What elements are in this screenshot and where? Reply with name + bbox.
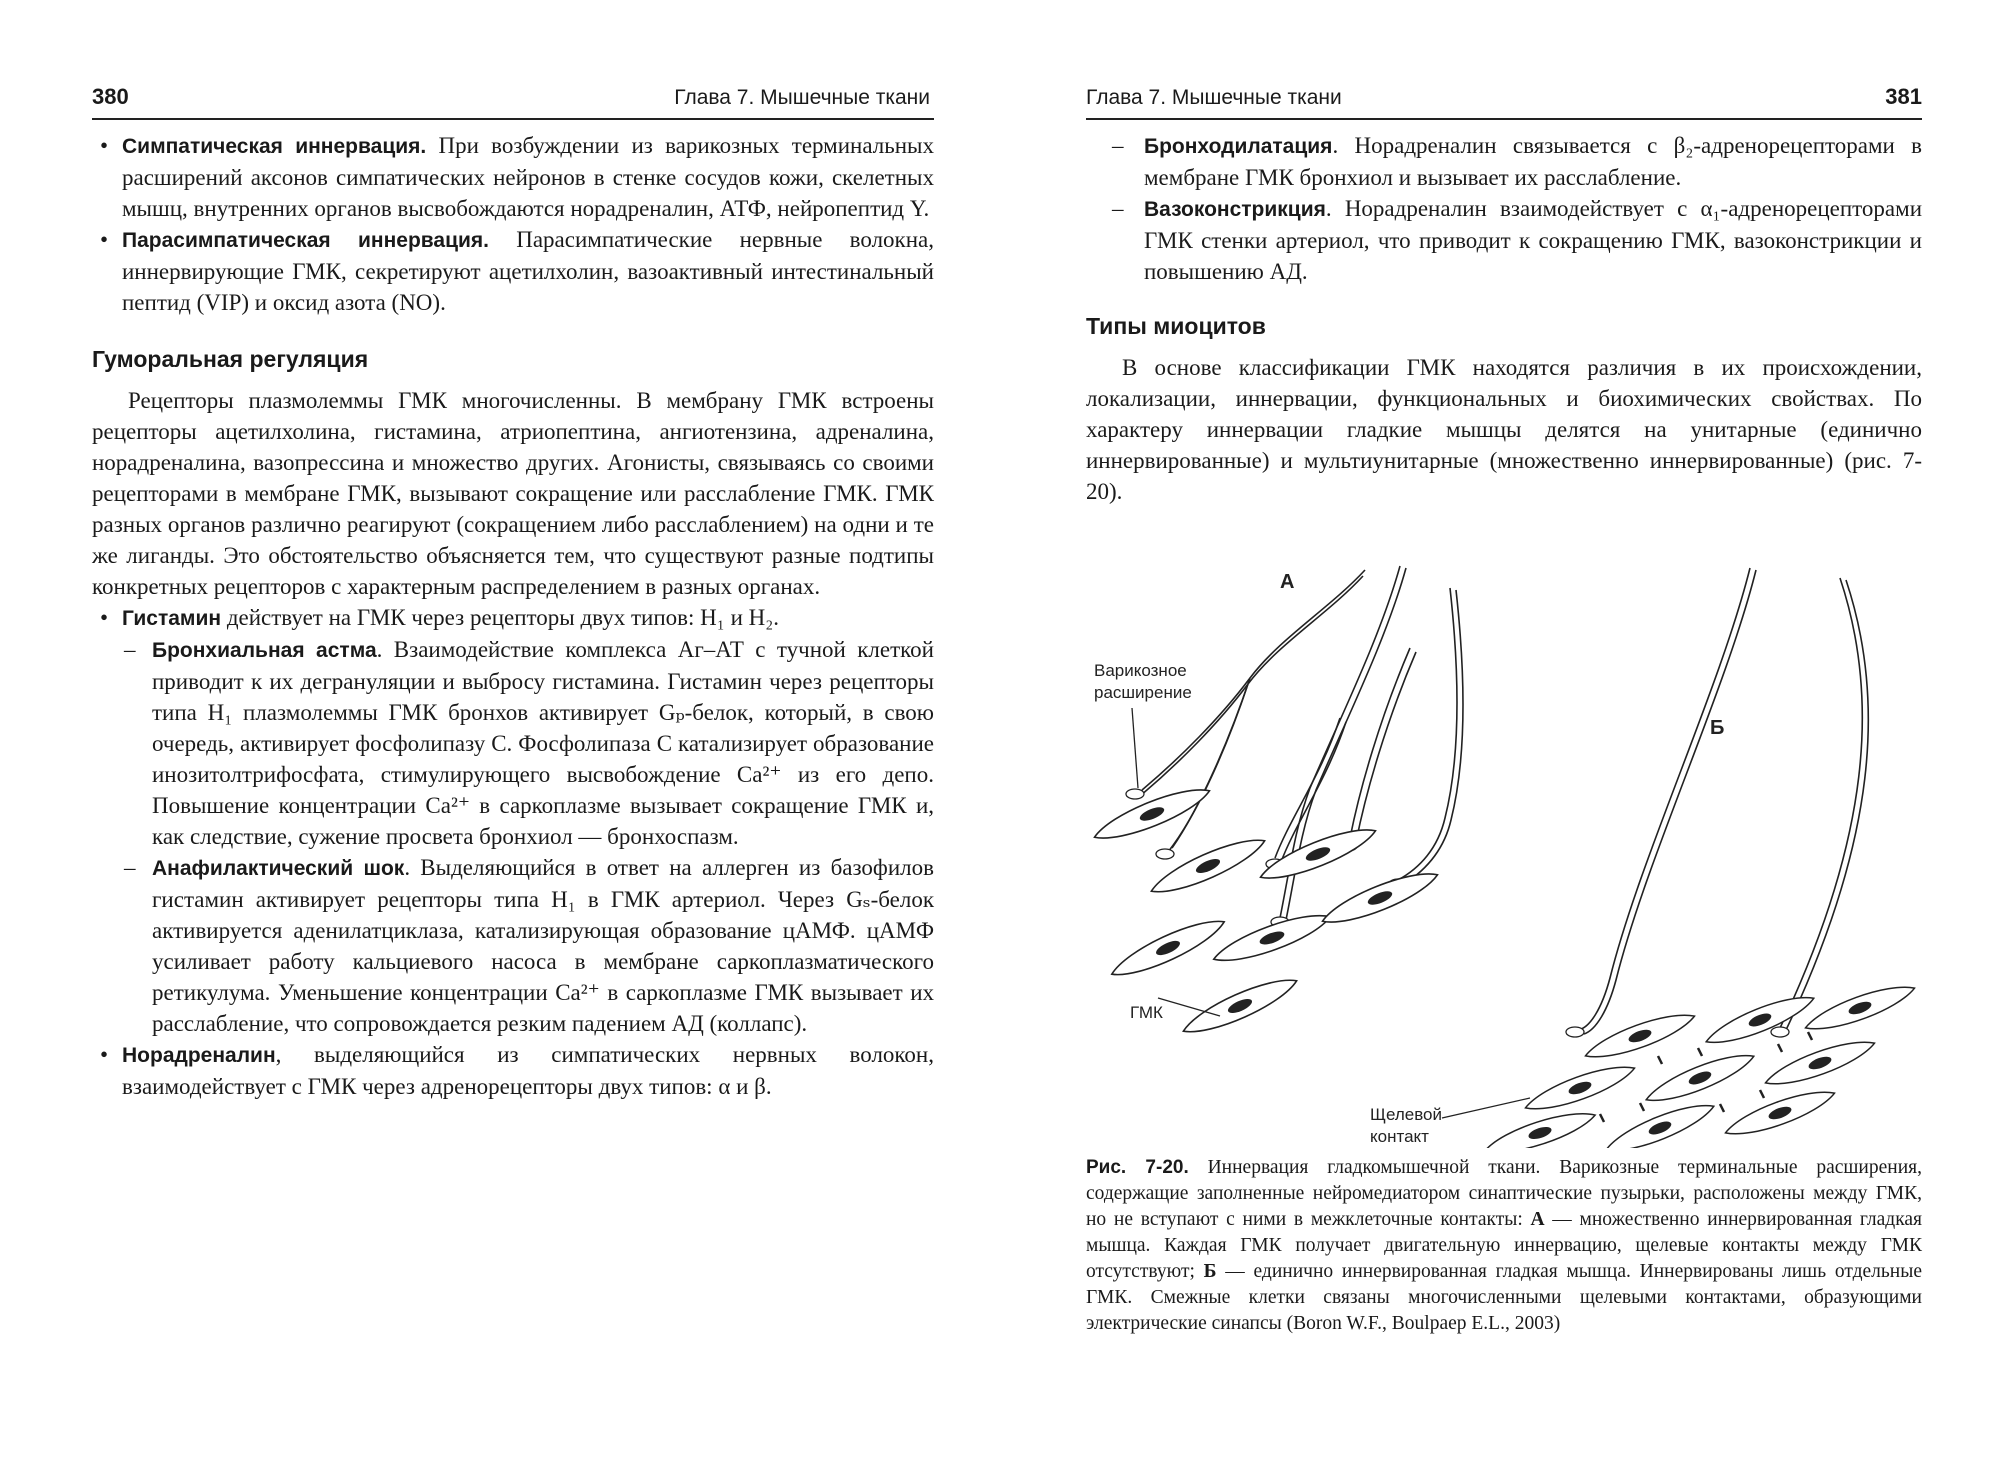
dash-bronchodilation	[1086, 130, 1922, 193]
dash-anaphylaxis	[92, 852, 934, 1039]
term: Бронходилатация	[1144, 135, 1333, 158]
term: Норадреналин	[122, 1044, 276, 1067]
label-gmk: ГМК	[1130, 1003, 1163, 1022]
h2-symbol: H₂	[748, 605, 774, 630]
pointer-varicose	[1132, 708, 1138, 788]
panel-b-muscle-cells	[1481, 978, 1918, 1148]
bullet-text: , выделяющийся из симпатических нервных волокон, взаимодействует с ГМК через адренорецепторы двух типов: α и β.	[122, 1042, 934, 1099]
heading-myocyte-types: Типы миоцитов	[1086, 313, 1266, 339]
caption-b: Б	[1203, 1261, 1217, 1282]
pointer-gap	[1442, 1098, 1530, 1118]
dash-asthma	[92, 634, 934, 852]
term: Парасимпатическая иннервация.	[122, 229, 489, 252]
page-number: 381	[1885, 84, 1922, 109]
bullet-text: Парасимпатические нервные волокна, иннервирующие ГМК, секретируют ацетилхолин, вазоактивный интестинальный пептид (VIP) и оксид азота (NO).	[122, 227, 934, 315]
label-varicose-1: Варикозное	[1094, 661, 1187, 680]
figure-innervation	[1080, 558, 1940, 1148]
caption-text-3: — единично иннервированная гладкая мышца. Иннервированы лишь отдельные ГМК. Смежные клетки связаны многочисленными щелевыми контактами, образующими электрические синапсы (Boron W.F., Boulpaep E.L., 2003)	[1086, 1261, 1922, 1334]
paragraph-myocyte-types: В основе классификации ГМК находятся различия в их происхождении, локализации, иннервации, функциональных и биохимических свойствах. По характеру иннервации гладкие мышцы делятся на унитарные (единично иннервированные) и мультиунитарные (множественно иннервированные) (рис. 7-20).	[1086, 355, 1922, 504]
page-number: 380	[92, 84, 129, 109]
period: .	[773, 605, 780, 630]
label-gap-1: Щелевой	[1370, 1105, 1442, 1124]
term: Бронхиальная астма	[152, 639, 377, 662]
figure-label-b: Б	[1710, 717, 1725, 739]
label-varicose-2: расширение	[1094, 683, 1192, 702]
dash-text: . Норадреналин взаимодействует с α₁-адренорецепторами ГМК стенки артериол, что приводит к сокращению ГМК, вазоконстрикции и повышению АД.	[1144, 196, 1922, 284]
bullet-sympathetic	[92, 130, 934, 224]
dash-vasoconstriction	[1086, 193, 1922, 287]
right-body	[1086, 130, 1922, 507]
dash-text: . Взаимодействие комплекса Аг–АТ с тучной клеткой приводит к их дегрануляции и выбросу гистамина. Гистамин через рецепторы типа H₁ плазмолеммы ГМК бронхов активирует Gₚ-белок, который, в свою очередь, активирует фосфолипазу C. Фосфолипаза C катализирует образование инозитолтрифосфата, стимулирующего высвобождение Ca²⁺ из его депо. Повышение концентрации Ca²⁺ в саркоплазме вызывает сокращение ГМК и, как следствие, сужение просвета бронхиол — бронхоспазм.	[152, 637, 934, 849]
term: Симпатическая иннервация.	[122, 135, 427, 158]
left-body	[92, 130, 934, 1102]
caption-label: Рис. 7-20.	[1086, 1157, 1189, 1178]
bullet-text: При возбуждении из варикозных терминальных расширений аксонов симпатических нейронов в стенке сосудов кожи, скелетных мышц, внутренних органов высвобождаются норадреналин, АТФ, нейропептид Y.	[122, 133, 934, 221]
right-header	[1086, 78, 1922, 120]
running-head: Глава 7. Мышечные ткани	[674, 86, 930, 109]
bullet-text: действует на ГМК через рецепторы двух типов:	[221, 605, 701, 630]
bullet-noradrenaline	[92, 1039, 934, 1102]
dash-text: . Выделяющийся в ответ на аллерген из базофилов гистамин активирует рецепторы типа H₁ в ГМК артериол. Через Gₛ-белок активируется аденилатциклаза, катализирующая образование цАМФ. цАМФ усиливает работу кальциевого насоса в мембране саркоплазматического ретикулума. Уменьшение концентрации Ca²⁺ в саркоплазме ГМК вызывает их расслабление, что сопровождается резким падением АД (коллапс).	[152, 855, 934, 1036]
heading-humoral: Гуморальная регуляция	[92, 346, 369, 372]
term: Гистамин	[122, 607, 222, 630]
figure-caption	[1086, 1155, 1922, 1337]
caption-text-1: Иннервация гладкомышечной ткани. Варикозные терминальные расширения, содержащие заполненные нейромедиатором синаптические пузырьки, расположены между ГМК, но не вступают с ними в межклеточные контакты:	[1086, 1157, 1922, 1230]
bullet-parasympathetic	[92, 224, 934, 318]
figure-diagram	[1080, 558, 1940, 1148]
term: Анафилактический шок	[152, 857, 405, 880]
running-head: Глава 7. Мышечные ткани	[1086, 86, 1342, 109]
caption-text-2: — множественно иннервированная гладкая мышца. Каждая ГМК получает двигательную иннервацию, щелевые контакты между ГМК отсутствуют;	[1086, 1209, 1923, 1282]
h1-symbol: H₁	[700, 605, 725, 630]
label-gap-2: контакт	[1370, 1127, 1429, 1146]
panel-b-nerves	[1578, 568, 1868, 1034]
paragraph-humoral: Рецепторы плазмолеммы ГМК многочисленны. В мембрану ГМК встроены рецепторы ацетилхолина, гистамина, атриопептина, ангиотензина, адреналина, норадреналина, вазопрессина и множество других. Агонисты, связываясь со своими рецепторами в мембране ГМК, вызывают сокращение или расслабление ГМК. ГМК разных органов различно реагируют (сокращением либо расслаблением) на одни и те же лиганды. Это обстоятельство объясняется тем, что существуют разные подтипы конкретных рецепторов с характерным распределением в разных органах.	[92, 388, 934, 599]
caption-a: А	[1530, 1209, 1545, 1230]
dash-text: . Норадреналин связывается с β₂-адренорецепторами в мембране ГМК бронхиол и вызывает их расслабление.	[1144, 133, 1922, 190]
term: Вазоконстрикция	[1144, 198, 1326, 221]
left-header	[92, 78, 934, 120]
figure-label-a: А	[1280, 571, 1295, 593]
bullet-histamine	[92, 602, 934, 634]
conjunction: и	[724, 605, 749, 630]
